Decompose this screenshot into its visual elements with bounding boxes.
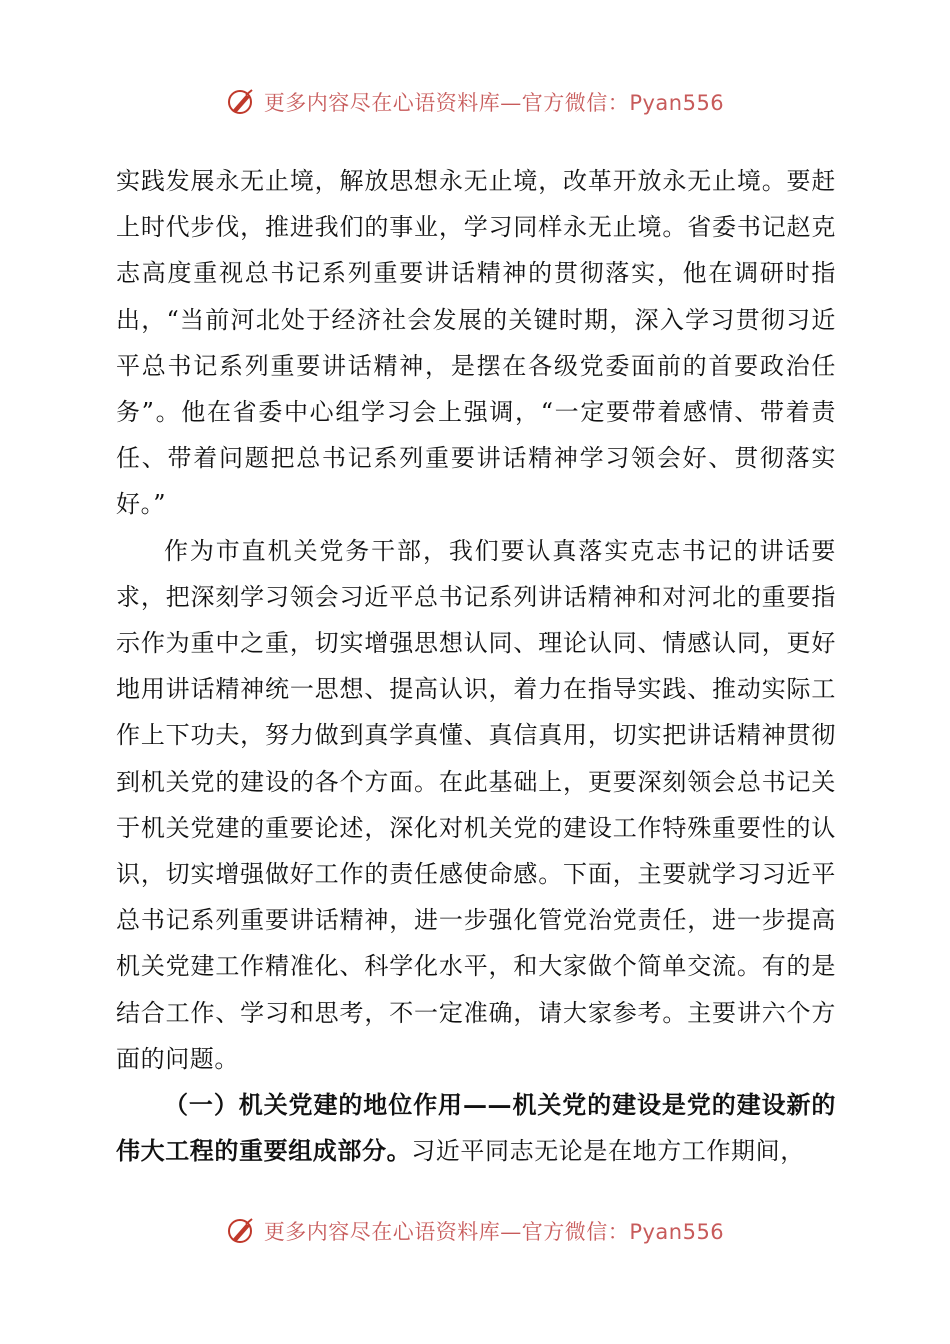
header-watermark [0,82,950,122]
watermark-text: 更多内容尽在心语资料库—官方微信：Pyan556 [263,91,725,115]
footer-watermark [0,1211,950,1251]
paragraph-continuation: 习近平同志无论是在地方工作期间， [411,1137,805,1166]
pen-nib-icon [226,87,256,117]
section-heading-paragraph [116,1082,836,1174]
paragraph: 作为市直机关党务干部，我们要认真落实克志书记的讲话要求，把深刻学习领会习近平总书记系列讲话精神和对河北的重要指示作为重中之重，切实增强思想认同、理论认同、情感认同，更好地用讲话精神统一思想、提高认识，着力在指导实践、推动实际工作上下功夫，努力做到真学真懂、真信真用，切实把讲话精神贯彻到机关党的建设的各个方面。在此基础上，更要深刻领会总书记关于机关党建的重要论述，深化对机关党的建设工作特殊重要性的认识，切实增强做好工作的责任感使命感。下面，主要就学习习近平总书记系列重要讲话精神，进一步强化管党治党责任，进一步提高机关党建工作精准化、科学化水平，和大家做个简单交流。有的是结合工作、学习和思考，不一定准确，请大家参考。主要讲六个方面的问题。 [116,536,836,1073]
section-heading: （一）机关党建的地位作用——机关党的建设是党的建设新的伟大工程的重要组成部分。 [116,1090,836,1166]
watermark-text: 更多内容尽在心语资料库—官方微信：Pyan556 [263,1220,725,1244]
document-body [116,158,836,1174]
pen-nib-icon [226,1216,256,1246]
paragraph: 实践发展永无止境，解放思想永无止境，改革开放永无止境。要赶上时代步伐，推进我们的事业，学习同样永无止境。省委书记赵克志高度重视总书记系列重要讲话精神的贯彻落实，他在调研时指出，“当前河北处于经济社会发展的关键时期，深入学习贯彻习近平总书记系列重要讲话精神，是摆在各级党委面前的首要政治任务”。他在省委中心组学习会上强调，“一定要带着感情、带着责任、带着问题把总书记系列重要讲话精神学习领会好、贯彻落实好。” [116,167,836,519]
